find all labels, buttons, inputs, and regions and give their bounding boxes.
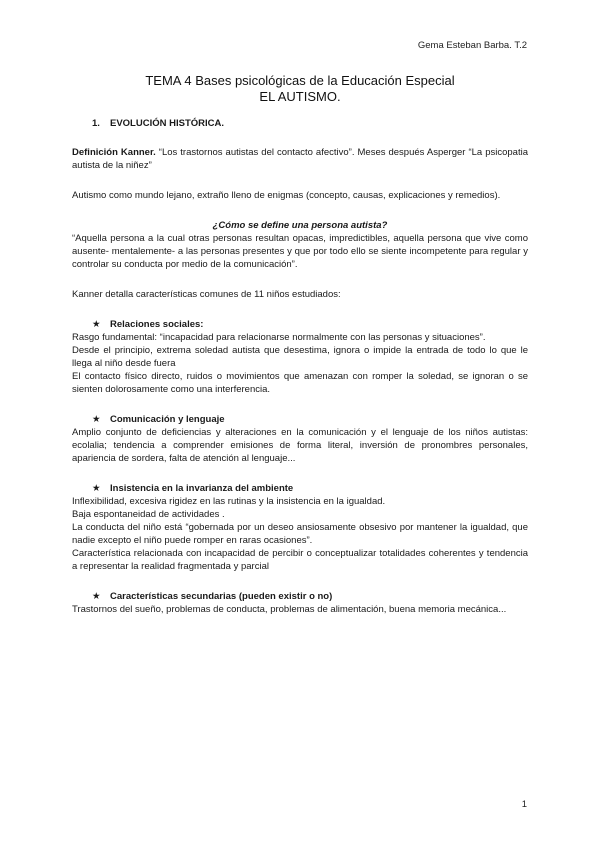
bullet-paragraph: Desde el principio, extrema soledad autista que desestima, ignora o impide la entrada de todo lo que le llega al niño desde fuera (72, 345, 528, 369)
bullet-title: Insistencia en la invarianza del ambiente (110, 483, 294, 494)
page-number: 1 (521, 799, 527, 810)
bullet-heading-secondary (72, 590, 528, 603)
bullet-title: Relaciones sociales: (110, 319, 204, 330)
bullet-title: Características secundarias (pueden existir o no) (110, 591, 333, 602)
bullet-heading-communication (72, 413, 528, 426)
kanner-definition (72, 146, 528, 172)
kanner-definition-text: “Los trastornos autistas del contacto afectivo”. Meses después Asperger “La psicopatia autista de la niñez” (72, 147, 528, 171)
star-icon: ★ (92, 483, 101, 494)
bullet-paragraph: Baja espontaneidad de actividades . (72, 509, 225, 520)
bullet-heading-social (72, 318, 528, 331)
bullet-paragraph: El contacto físico directo, ruidos o movimientos que amenazan con romper la soledad, se ignoran o se sienten dolorosamente como una interferencia. (72, 371, 528, 395)
section-heading (72, 118, 528, 129)
document-title (0, 73, 600, 105)
header-author: Gema Esteban Barba. T.2 (417, 40, 527, 51)
star-icon: ★ (92, 591, 101, 602)
bullet-paragraph: Rasgo fundamental: “incapacidad para relacionarse normalmente con las personas y situaciones”. (72, 332, 486, 343)
bullet-heading-invariance (72, 482, 528, 495)
kanner-definition-label: Definición Kanner. (72, 147, 156, 158)
document-body (72, 118, 528, 616)
bullet-title: Comunicación y lenguaje (110, 414, 225, 425)
bullet-paragraph: Amplio conjunto de deficiencias y alteraciones en la comunicación y el lenguaje de los niños autistas: ecolalia; tendencia a comprender emisiones de forma literal, inversión de pronombres personales, apariencia de sordera, falta de atención al lenguaje... (72, 427, 528, 464)
question-heading: ¿Cómo se define una persona autista? (212, 220, 388, 231)
bullet-paragraph: Característica relacionada con incapacidad de percibir o conceptualizar totalidades coherentes y tendencia a representar la realidad fragmentada y parcial (72, 548, 528, 572)
bullet-paragraph: Trastornos del sueño, problemas de conducta, problemas de alimentación, buena memoria mecánica... (72, 604, 507, 615)
section-number: 1. (92, 118, 100, 129)
section-title: EVOLUCIÓN HISTÓRICA. (110, 118, 225, 129)
title-line-2: EL AUTISMO. (259, 89, 341, 104)
star-icon: ★ (92, 319, 101, 330)
autism-world-paragraph: Autismo como mundo lejano, extraño lleno de enigmas (concepto, causas, explicaciones y remedios). (72, 190, 501, 201)
kanner-details: Kanner detalla características comunes de 11 niños estudiados: (72, 289, 341, 300)
star-icon: ★ (92, 414, 101, 425)
bullet-paragraph: Inflexibilidad, excesiva rigidez en las rutinas y la insistencia en la igualdad. (72, 496, 386, 507)
definition-quote: “Aquella persona a la cual otras personas resultan opacas, impredictibles, aquella persona que vive como ausente- mentalemente- a las personas presentes y que por todo ello se siente incompetente para regular y controlar su conducta por medio de la comunicación”. (72, 233, 528, 270)
title-line-1: TEMA 4 Bases psicológicas de la Educación Especial (145, 73, 455, 88)
bullet-paragraph: La conducta del niño está “gobernada por un deseo ansiosamente obsesivo por mantener la igualdad, que nadie excepto el niño puede romper en raras ocasiones”. (72, 522, 528, 546)
